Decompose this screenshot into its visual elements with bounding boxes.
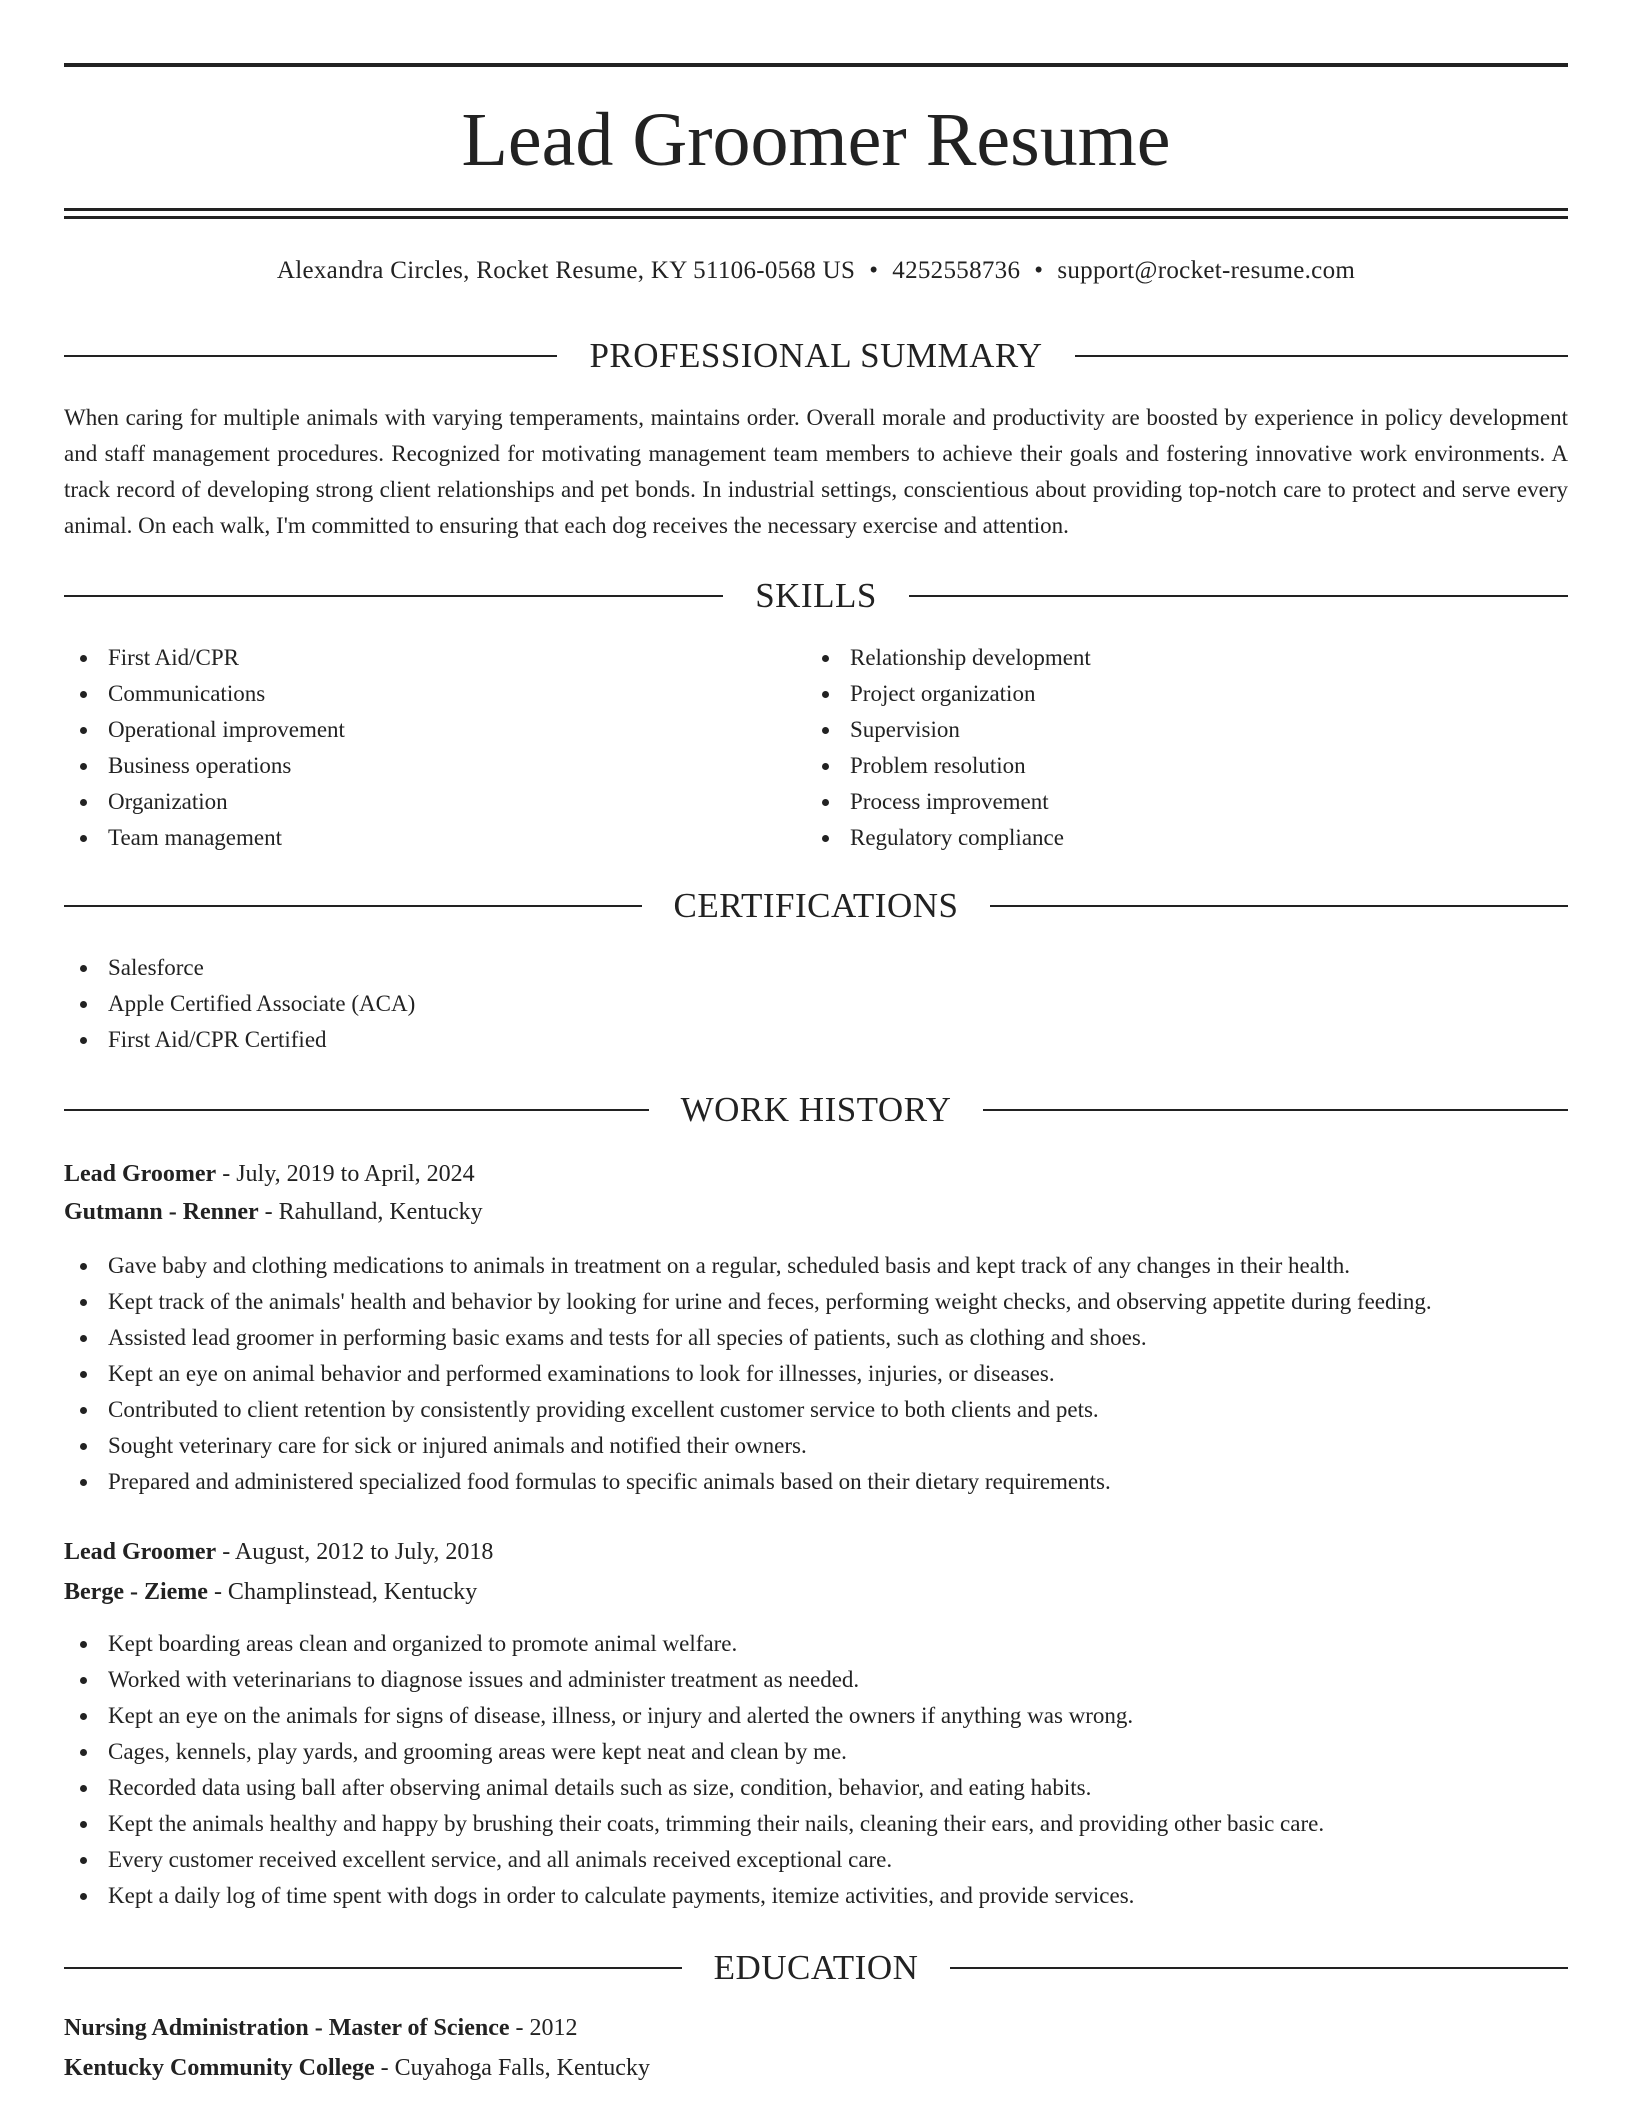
contact-phone: 4252558736: [892, 257, 1021, 284]
skill-item: Supervision: [806, 712, 1568, 748]
education-school-line: [64, 2050, 650, 2086]
job-duty: Recorded data using ball after observing animal details such as size, condition, behavior, and eating habits.: [64, 1770, 1568, 1806]
education-location: - Cuyahoga Falls, Kentucky: [374, 2055, 650, 2081]
skill-item: Business operations: [64, 748, 804, 784]
heading-rule: [64, 1109, 649, 1111]
skill-item: Communications: [64, 676, 804, 712]
job-title: Lead Groomer: [64, 1161, 217, 1187]
contact-separator: •: [1034, 257, 1044, 284]
job-duty: Kept the animals healthy and happy by brushing their coats, trimming their nails, cleaning their ears, and providing other basic care.: [64, 1806, 1568, 1842]
job-duty: Kept an eye on the animals for signs of disease, illness, or injury and alerted the owners if anything was wrong.: [64, 1698, 1568, 1734]
contact-separator: •: [869, 257, 879, 284]
certification-item: Salesforce: [64, 950, 1568, 986]
skill-item: Problem resolution: [806, 748, 1568, 784]
job-duty: Prepared and administered specialized food formulas to specific animals based on their dietary requirements.: [64, 1464, 1568, 1500]
title-rule-top: [64, 63, 1568, 67]
certifications-list: [64, 950, 1568, 1058]
section-heading-skills: [64, 574, 1568, 618]
skills-list-left: [64, 640, 804, 856]
job-company: Berge - Zieme: [64, 1579, 208, 1605]
job-duty: Kept track of the animals' health and behavior by looking for urine and feces, performing weight checks, and observing appetite during feeding.: [64, 1284, 1568, 1320]
section-title: EDUCATION: [713, 1948, 919, 1987]
section-heading-education: [64, 1946, 1568, 1990]
contact-address: Alexandra Circles, Rocket Resume, KY 51106-0568 US: [276, 257, 856, 284]
job-duty: Sought veterinary care for sick or injured animals and notified their owners.: [64, 1428, 1568, 1464]
skill-item: Relationship development: [806, 640, 1568, 676]
job-duty: Worked with veterinarians to diagnose issues and administer treatment as needed.: [64, 1662, 1568, 1698]
heading-rule: [1075, 355, 1568, 357]
skill-item: Project organization: [806, 676, 1568, 712]
heading-rule: [64, 905, 642, 907]
section-heading-summary: [64, 334, 1568, 378]
heading-rule: [64, 355, 557, 357]
heading-rule: [983, 1109, 1568, 1111]
job-duty: Gave baby and clothing medications to animals in treatment on a regular, scheduled basis and kept track of any changes in their health.: [64, 1248, 1568, 1284]
section-title: PROFESSIONAL SUMMARY: [589, 336, 1043, 375]
title-rule-bottom: [64, 208, 1568, 211]
contact-line: [64, 254, 1568, 288]
contact-email: support@rocket-resume.com: [1057, 257, 1356, 284]
job-company-line: [64, 1574, 477, 1610]
heading-rule: [950, 1967, 1568, 1969]
section-title: CERTIFICATIONS: [673, 886, 959, 925]
education-degree-line: [64, 2010, 578, 2046]
skill-item: First Aid/CPR: [64, 640, 804, 676]
skill-item: Operational improvement: [64, 712, 804, 748]
section-title: SKILLS: [755, 576, 877, 615]
job-duty: Kept an eye on animal behavior and performed examinations to look for illnesses, injuries, or diseases.: [64, 1356, 1568, 1392]
heading-rule: [990, 905, 1568, 907]
heading-rule: [64, 595, 723, 597]
section-title: WORK HISTORY: [680, 1090, 952, 1129]
skill-item: Organization: [64, 784, 804, 820]
skill-item: Team management: [64, 820, 804, 856]
education-degree: Nursing Administration - Master of Science: [64, 2015, 510, 2041]
section-heading-work: [64, 1088, 1568, 1132]
job-duty: Assisted lead groomer in performing basic exams and tests for all species of patients, such as clothing and shoes.: [64, 1320, 1568, 1356]
job-title-line: [64, 1156, 475, 1192]
skill-item: Process improvement: [806, 784, 1568, 820]
job-duty: Contributed to client retention by consistently providing excellent customer service to both clients and pets.: [64, 1392, 1568, 1428]
certification-item: First Aid/CPR Certified: [64, 1022, 1568, 1058]
job-duties-list: [64, 1248, 1568, 1500]
job-dates: - July, 2019 to April, 2024: [216, 1161, 475, 1187]
job-location: - Champlinstead, Kentucky: [207, 1579, 478, 1605]
job-duty: Cages, kennels, play yards, and grooming areas were kept neat and clean by me.: [64, 1734, 1568, 1770]
section-heading-certifications: [64, 884, 1568, 928]
education-year: - 2012: [509, 2015, 578, 2041]
skill-item: Regulatory compliance: [806, 820, 1568, 856]
job-location: - Rahulland, Kentucky: [258, 1199, 483, 1225]
job-duties-list: [64, 1626, 1568, 1914]
education-school: Kentucky Community College: [64, 2055, 375, 2081]
skills-list-right: [806, 640, 1568, 856]
certification-item: Apple Certified Associate (ACA): [64, 986, 1568, 1022]
job-company-line: [64, 1194, 483, 1230]
title-rule-bottom-second: [64, 216, 1568, 219]
summary-paragraph: When caring for multiple animals with varying temperaments, maintains order. Overall morale and productivity are boosted by experience in policy development and staff management procedures. Recognized for motivating management team members to achieve their goals and fostering innovative work environments. A track record of developing strong client relationships and pet bonds. In industrial settings, conscientious about providing top-notch care to protect and serve every animal. On each walk, I'm committed to ensuring that each dog receives the necessary exercise and attention.: [64, 405, 1568, 538]
job-duty: Kept a daily log of time spent with dogs in order to calculate payments, itemize activities, and provide services.: [64, 1878, 1568, 1914]
job-dates: - August, 2012 to July, 2018: [216, 1539, 494, 1565]
resume-title: Lead Groomer Resume: [461, 98, 1171, 182]
heading-rule: [909, 595, 1568, 597]
job-company: Gutmann - Renner: [64, 1199, 259, 1225]
job-title-line: [64, 1534, 493, 1570]
job-duty: Every customer received excellent service, and all animals received exceptional care.: [64, 1842, 1568, 1878]
job-duty: Kept boarding areas clean and organized to promote animal welfare.: [64, 1626, 1568, 1662]
job-title: Lead Groomer: [64, 1539, 217, 1565]
heading-rule: [64, 1967, 682, 1969]
